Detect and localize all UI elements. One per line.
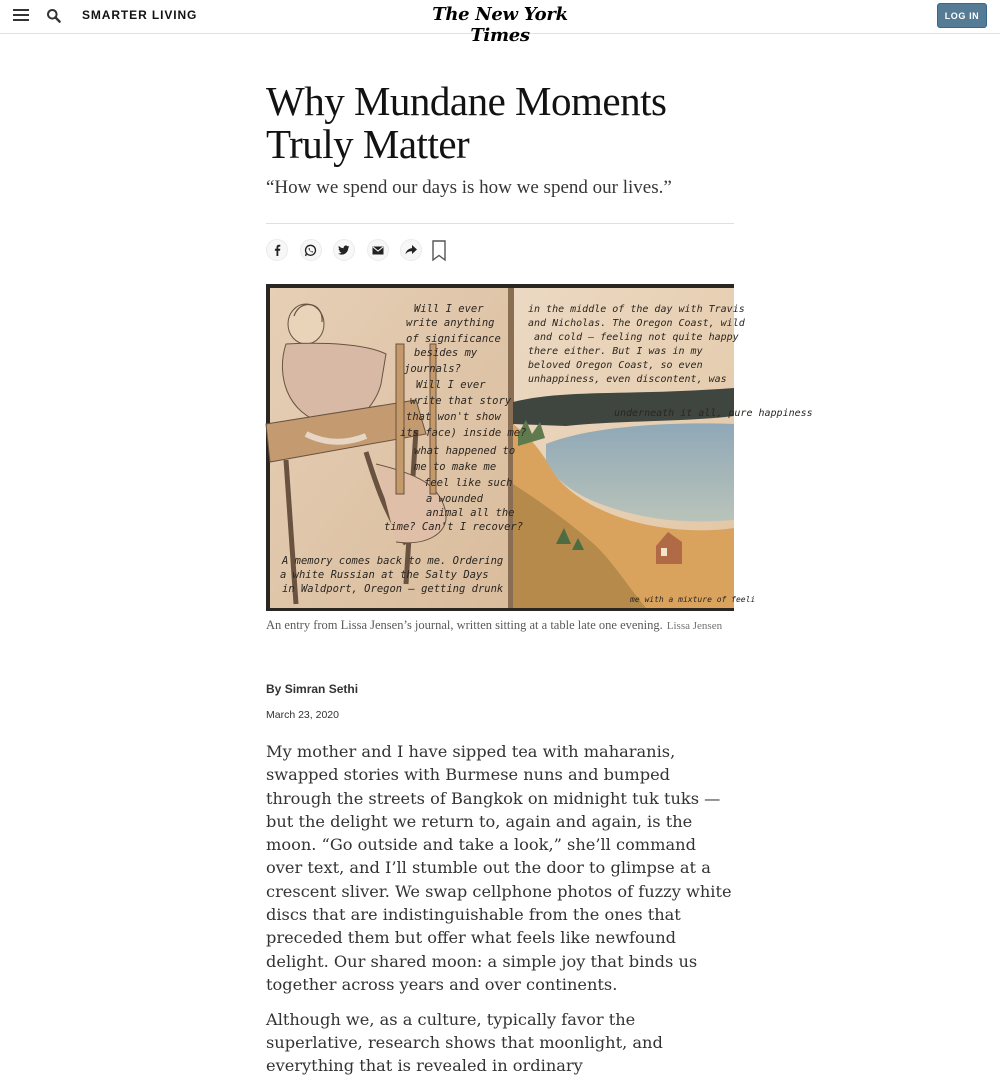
svg-text:in the middle of the day with: in the middle of the day with Travis — [528, 304, 745, 315]
nyt-masthead-logo[interactable]: The New York Times — [432, 4, 568, 46]
share-arrow-icon[interactable] — [400, 239, 422, 261]
email-icon[interactable] — [367, 239, 389, 261]
divider — [266, 223, 734, 224]
log-in-button[interactable]: LOG IN — [937, 3, 987, 28]
svg-text:a white Russian at the Salty D: a white Russian at the Salty Days — [280, 569, 489, 581]
article-headline: Why Mundane Moments Truly Matter — [266, 78, 667, 167]
bookmark-icon[interactable] — [432, 240, 446, 261]
svg-text:and Nicholas. The Oregon Coast: and Nicholas. The Oregon Coast, wild — [528, 318, 745, 329]
svg-text:beloved Oregon Coast, so even: beloved Oregon Coast, so even — [528, 360, 703, 371]
svg-text:time? Can't I recover?: time? Can't I recover? — [384, 521, 524, 533]
svg-text:that won't show: that won't show — [406, 411, 501, 423]
byline — [266, 682, 358, 696]
svg-text:animal all the: animal all the — [426, 507, 515, 519]
svg-text:Will I ever: Will I ever — [414, 303, 484, 315]
top-navigation-bar — [0, 0, 1000, 46]
svg-text:Will I ever: Will I ever — [416, 379, 486, 391]
author-link[interactable]: Simran Sethi — [284, 682, 359, 696]
svg-text:journals?: journals? — [404, 363, 461, 375]
byline-prefix: By — [266, 682, 285, 696]
svg-text:unhappiness, even discontent,: unhappiness, even discontent, was — [528, 374, 727, 385]
share-toolbar — [266, 239, 434, 261]
article-summary: “How we spend our days is how we spend our lives.” — [266, 177, 672, 198]
paragraph: Although we, as a culture, typically favor the superlative, research shows that moonlight, and everything that is revealed in ordinary — [266, 1009, 663, 1076]
publish-date: March 23, 2020 — [266, 709, 339, 721]
svg-text:me with a mixture of feeli: me with a mixture of feeli — [630, 595, 756, 604]
facebook-icon[interactable] — [266, 239, 288, 261]
svg-text:write anything: write anything — [406, 317, 495, 329]
image-credit: Lissa Jensen — [666, 620, 723, 632]
svg-text:there either. But I was in my: there either. But I was in my — [528, 346, 703, 357]
svg-text:what happened to: what happened to — [414, 445, 516, 457]
section-link-smarter-living[interactable]: SMARTER LIVING — [82, 8, 198, 22]
journal-illustration-image — [266, 284, 813, 611]
svg-text:underneath it all, pure happin: underneath it all, pure happiness — [614, 408, 813, 419]
svg-text:me to make me: me to make me — [414, 461, 497, 473]
caption-text: An entry from Lissa Jensen’s journal, written sitting at a table late one evening. — [266, 618, 663, 632]
svg-text:besides my: besides my — [414, 347, 478, 359]
paragraph: My mother and I have sipped tea with maharanis, swapped stories with Burmese nuns and bumped through the streets of Bangkok on midnight tuk tuks — but the delight we return to, again and again, is the moon. “Go outside and take a look,” she’ll command over text, and I’ll stumble out the door to glimpse at a crescent sliver. We swap cellphone photos of fuzzy white discs that are indistinguishable from the ones that preceded them but offer what feels like newfound delight. Our shared moon: a simple joy that binds us together across years and over continents. — [266, 742, 732, 994]
svg-text:in Waldport, Oregon — getting: in Waldport, Oregon — getting drunk — [282, 583, 504, 595]
hamburger-menu-icon[interactable] — [13, 9, 29, 23]
svg-text:a wounded: a wounded — [426, 493, 483, 505]
whatsapp-icon[interactable] — [300, 239, 322, 261]
svg-text:its face) inside me?: its face) inside me? — [400, 427, 527, 439]
svg-text:and cold — feeling not quite h: and cold — feeling not quite happy — [534, 332, 739, 343]
twitter-icon[interactable] — [333, 239, 355, 261]
article-body — [266, 740, 734, 1089]
svg-text:write that story: write that story — [410, 395, 512, 407]
image-caption — [266, 617, 734, 634]
svg-text:A memory comes back to me. Ord: A memory comes back to me. Ordering — [282, 555, 504, 567]
svg-text:feel like such: feel like such — [424, 477, 513, 489]
search-icon[interactable] — [46, 8, 62, 24]
svg-text:of significance: of significance — [406, 333, 501, 345]
